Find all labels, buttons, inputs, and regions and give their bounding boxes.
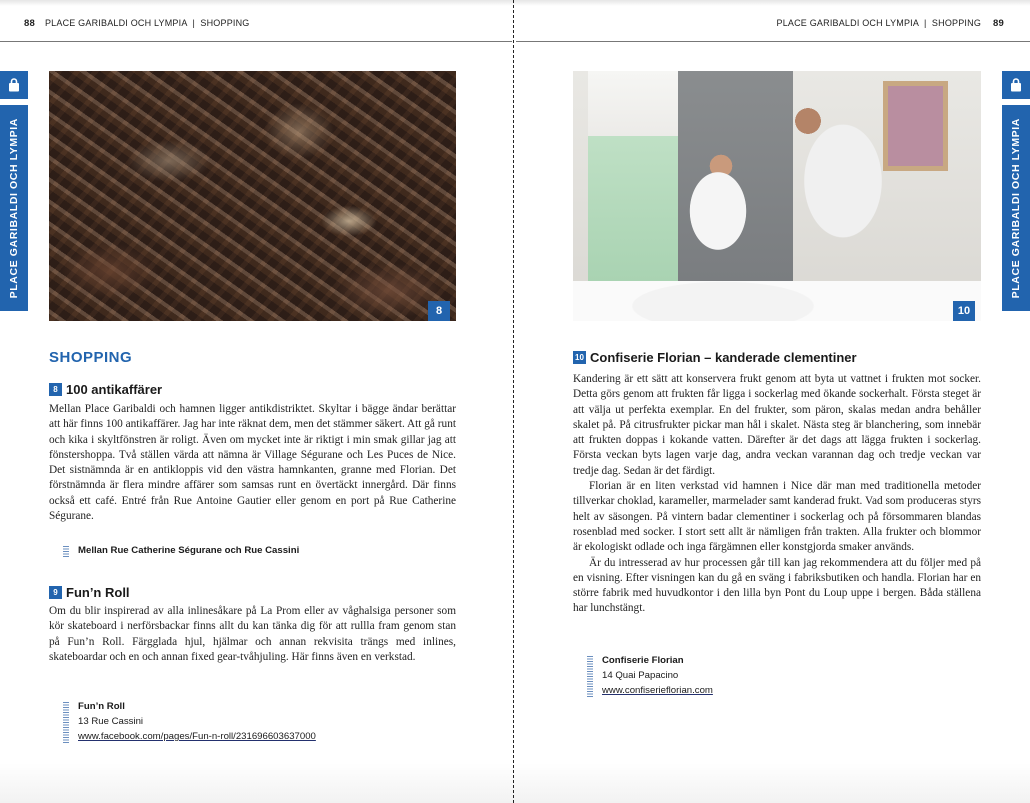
entry-body (49, 604, 456, 665)
entry-info-box (63, 699, 316, 744)
side-tab-right[interactable] (1002, 71, 1030, 311)
side-tab-label: PLACE GARIBALDI OCH LYMPIA (1010, 117, 1022, 299)
info-address: 13 Rue Cassini (78, 716, 144, 727)
info-website-link[interactable]: www.confiserieflorian.com (602, 685, 713, 696)
entry-info-box (63, 543, 299, 558)
page-bottom-shadow (0, 763, 1030, 803)
photo-number-badge: 10 (953, 301, 975, 321)
header-rule (0, 41, 512, 42)
photo-number-badge: 8 (428, 301, 450, 321)
section-title: SHOPPING (49, 349, 133, 366)
entry-heading (573, 350, 857, 365)
entry-number-badge: 8 (49, 383, 62, 396)
header-rule (516, 41, 1030, 42)
entry-number-badge: 10 (573, 351, 586, 364)
info-address: 14 Quai Papacino (602, 670, 679, 681)
info-name: Fun’n Roll (78, 701, 125, 712)
paragraph: Mellan Place Garibaldi och hamnen ligger antikdistriktet. Skyltar i bägge ändar berättar att här finns 100 antikaffärer. Jag har inte räknat dem, men det stämmer säkert. Att gå runt och kika i skyltfönstren är roligt. Även om mycket inte är riktigt i min smak gillar jag att fönstershoppa. Två ställen värda att nämna är Village Ségurane och Les Puces de Nice. Det sistnämnda är en antikloppis vid den västra hamnkanten, granne med Florian. Det förstnämnda är flera mindre affärer som samsas runt en övertäckt innergård. Där finns också ett café. Entré från Rue Antoine Gautier eller genom en port på Rue Catherine Ségurane. (49, 403, 456, 523)
info-bar-icon (63, 702, 69, 744)
side-tab-label: PLACE GARIBALDI OCH LYMPIA (8, 117, 20, 299)
left-running-head (24, 18, 250, 29)
paragraph: Om du blir inspirerad av alla inlinesåkare på La Prom eller av våghalsiga personer som kör skateboard i nerförsbackar finns allt du kan tänka dig för att rullla fram genom stan på Fun’n Roll. Färgglada hjul, hjälmar och annan rekvisita trängs med inlines, skateboardar och en och annan fixed gear-tvåhjuling. Här finns även en verkstad. (49, 605, 456, 663)
entry-number-badge: 9 (49, 586, 62, 599)
right-running-head (777, 18, 1005, 29)
info-bar-icon (63, 546, 69, 558)
photo-confectioners (573, 71, 981, 321)
paragraph: Florian är en liten verkstad vid hamnen i Nice där man med traditionella metoder tillverkar choklad, karameller, marmelader samt kanderad frukt. Vad som produceras styrs helt av säsongen. På vintern badar clementiner i sockerlag och på försommaren blandas rosenblad med socker. I stort sett allt är nämligen från trakten. Alla frukter och blommor är ekologiskt odlade och inga färgämnen eller konstgjorda smaker används. (573, 480, 981, 554)
book-spine-fold (513, 0, 514, 803)
paragraph: Kandering är ett sätt att konservera frukt genom att byta ut vattnet i frukten mot socker. Detta görs genom att frukten får ligga i sockerlag med ökande sockerhalt. Första steget är att välja ut perfekta exemplar. En del frukter, som päron, skalas medan andra behåller skalet på. På citrusfrukter pickar man hål i skalet. Nästa steg är blanchering, som innebär att frukten doppas i kokande vatten. Därefter är det dags att lägga frukten i sockerlag. Första veckan byts lagen varje dag, andra veckan varannan dag och tredje veckan var tredje dag. Sedan är det färdigt. (573, 373, 981, 477)
side-tab-left[interactable] (0, 71, 28, 311)
entry-body (49, 402, 456, 524)
photo-antique-keys (49, 71, 456, 321)
running-head-text: PLACE GARIBALDI OCH LYMPIA | SHOPPING (776, 18, 982, 28)
page-number: 89 (993, 18, 1004, 29)
info-bar-icon (587, 656, 593, 698)
entry-info-box (587, 653, 713, 698)
info-location: Mellan Rue Catherine Ségurane och Rue Cassini (78, 545, 300, 556)
page-top-shadow (0, 0, 1030, 6)
entry-heading (49, 585, 130, 600)
entry-title: 100 antikaffärer (66, 382, 163, 397)
info-website-link[interactable]: www.facebook.com/pages/Fun-n-roll/231696603637000 (78, 731, 316, 742)
running-head-text: PLACE GARIBALDI OCH LYMPIA | SHOPPING (44, 18, 250, 28)
entry-body (573, 372, 981, 617)
info-name: Confiserie Florian (602, 655, 684, 666)
entry-heading (49, 382, 162, 397)
entry-title: Fun’n Roll (66, 585, 130, 600)
page-number: 88 (24, 18, 35, 29)
paragraph: Är du intresserad av hur processen går till kan jag rekommendera att du följer med på en visning. Efter visningen kan du gå en sväng i fabriksbutiken och handla. Florian har en större fabrik med huvudkontor i den lilla byn Pont du Loup uppe i bergen. Båda ställena har lunchstängt. (573, 556, 981, 615)
entry-title: Confiserie Florian – kanderade clementiner (590, 350, 857, 365)
